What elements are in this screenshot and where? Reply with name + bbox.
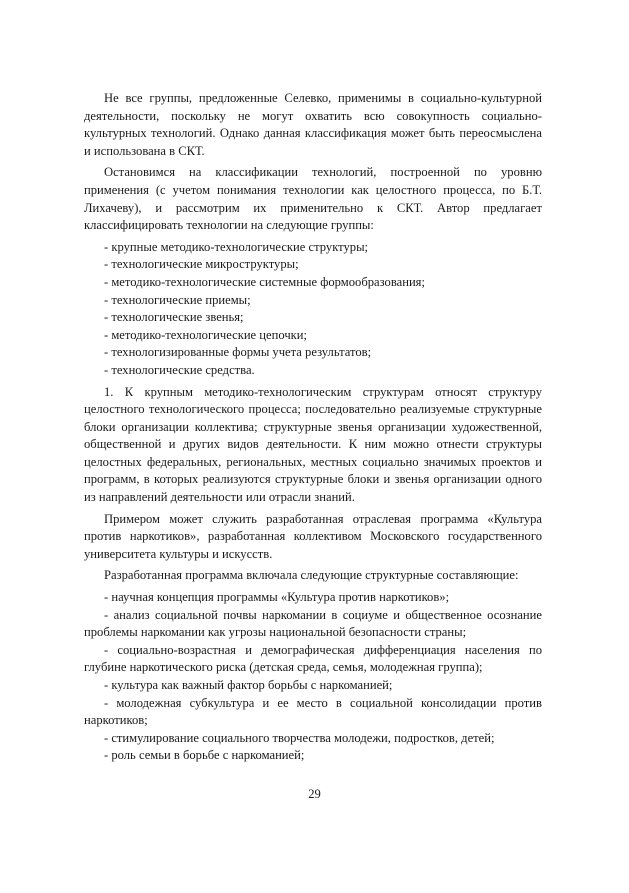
list-item: - технологические звенья; <box>104 310 244 325</box>
list-item: - методико-технологические цепочки; <box>104 327 308 342</box>
list-item: - технологические средства. <box>104 362 255 377</box>
paragraph-3: 1. К крупным методико-технологическим структурам относят структуру целостного технологического процесса; последовательно реализуемые структурные блоки организации коллектива; структурные звенья организации художественной, общественной и других видов деятельности. К ним можно отнести структуры целостных федеральных, региональных, местных социально значимых проектов и программ, в которых реализуются структурные блоки и звенья организации одного из направлений деятельности или отрасли знаний. <box>84 384 542 505</box>
paragraph-5: Разработанная программа включала следующие структурные составляющие: <box>104 568 519 583</box>
list-item: - социально-возрастная и демографическая дифференциация населения по глубине наркотического риска (детская среда, семья, молодежная группа); <box>84 642 542 675</box>
program-components-list <box>84 589 542 765</box>
page-number: 29 <box>308 787 321 801</box>
paragraph-4: Примером может служить разработанная отраслевая программа «Культура против наркотиков», разработанная коллективом Московского государственного университета культуры и искусств. <box>84 511 542 561</box>
technology-groups-list <box>84 239 542 380</box>
list-item: - методико-технологические системные формообразования; <box>104 274 425 289</box>
list-item: - технологические микроструктуры; <box>104 257 299 272</box>
list-item: - стимулирование социального творчества молодежи, подростков, детей; <box>104 730 495 745</box>
list-item: - анализ социальной почвы наркомании в социуме и общественное осознание проблемы наркомании как угрозы национальной безопасности страны; <box>84 607 542 640</box>
paragraph-2: Остановимся на классификации технологий, построенной по уровню применения (с учетом понимания технологии как целостного процесса, по Б.Т. Лихачеву), и рассмотрим их применительно к СКТ. Автор предлагает классифицировать технологии на следующие группы: <box>84 165 542 233</box>
list-item: - крупные методико-технологические структуры; <box>104 239 369 254</box>
paragraph-1: Не все группы, предложенные Селевко, применимы в социально-культурной деятельности, поскольку не могут охватить всю совокупность социально-культурных технологий. Однако данная классификация может быть переосмыслена и использована в СКТ. <box>84 91 542 158</box>
list-item: - технологизированные формы учета результатов; <box>104 345 372 360</box>
list-item: - технологические приемы; <box>104 292 251 307</box>
list-item: - роль семьи в борьбе с наркоманией; <box>104 748 305 763</box>
list-item: - научная концепция программы «Культура против наркотиков»; <box>104 590 450 605</box>
list-item: - молодежная субкультура и ее место в социальной консолидации против наркотиков; <box>84 695 542 728</box>
list-item: - культура как важный фактор борьбы с наркоманией; <box>104 678 393 692</box>
page-body <box>84 90 542 769</box>
